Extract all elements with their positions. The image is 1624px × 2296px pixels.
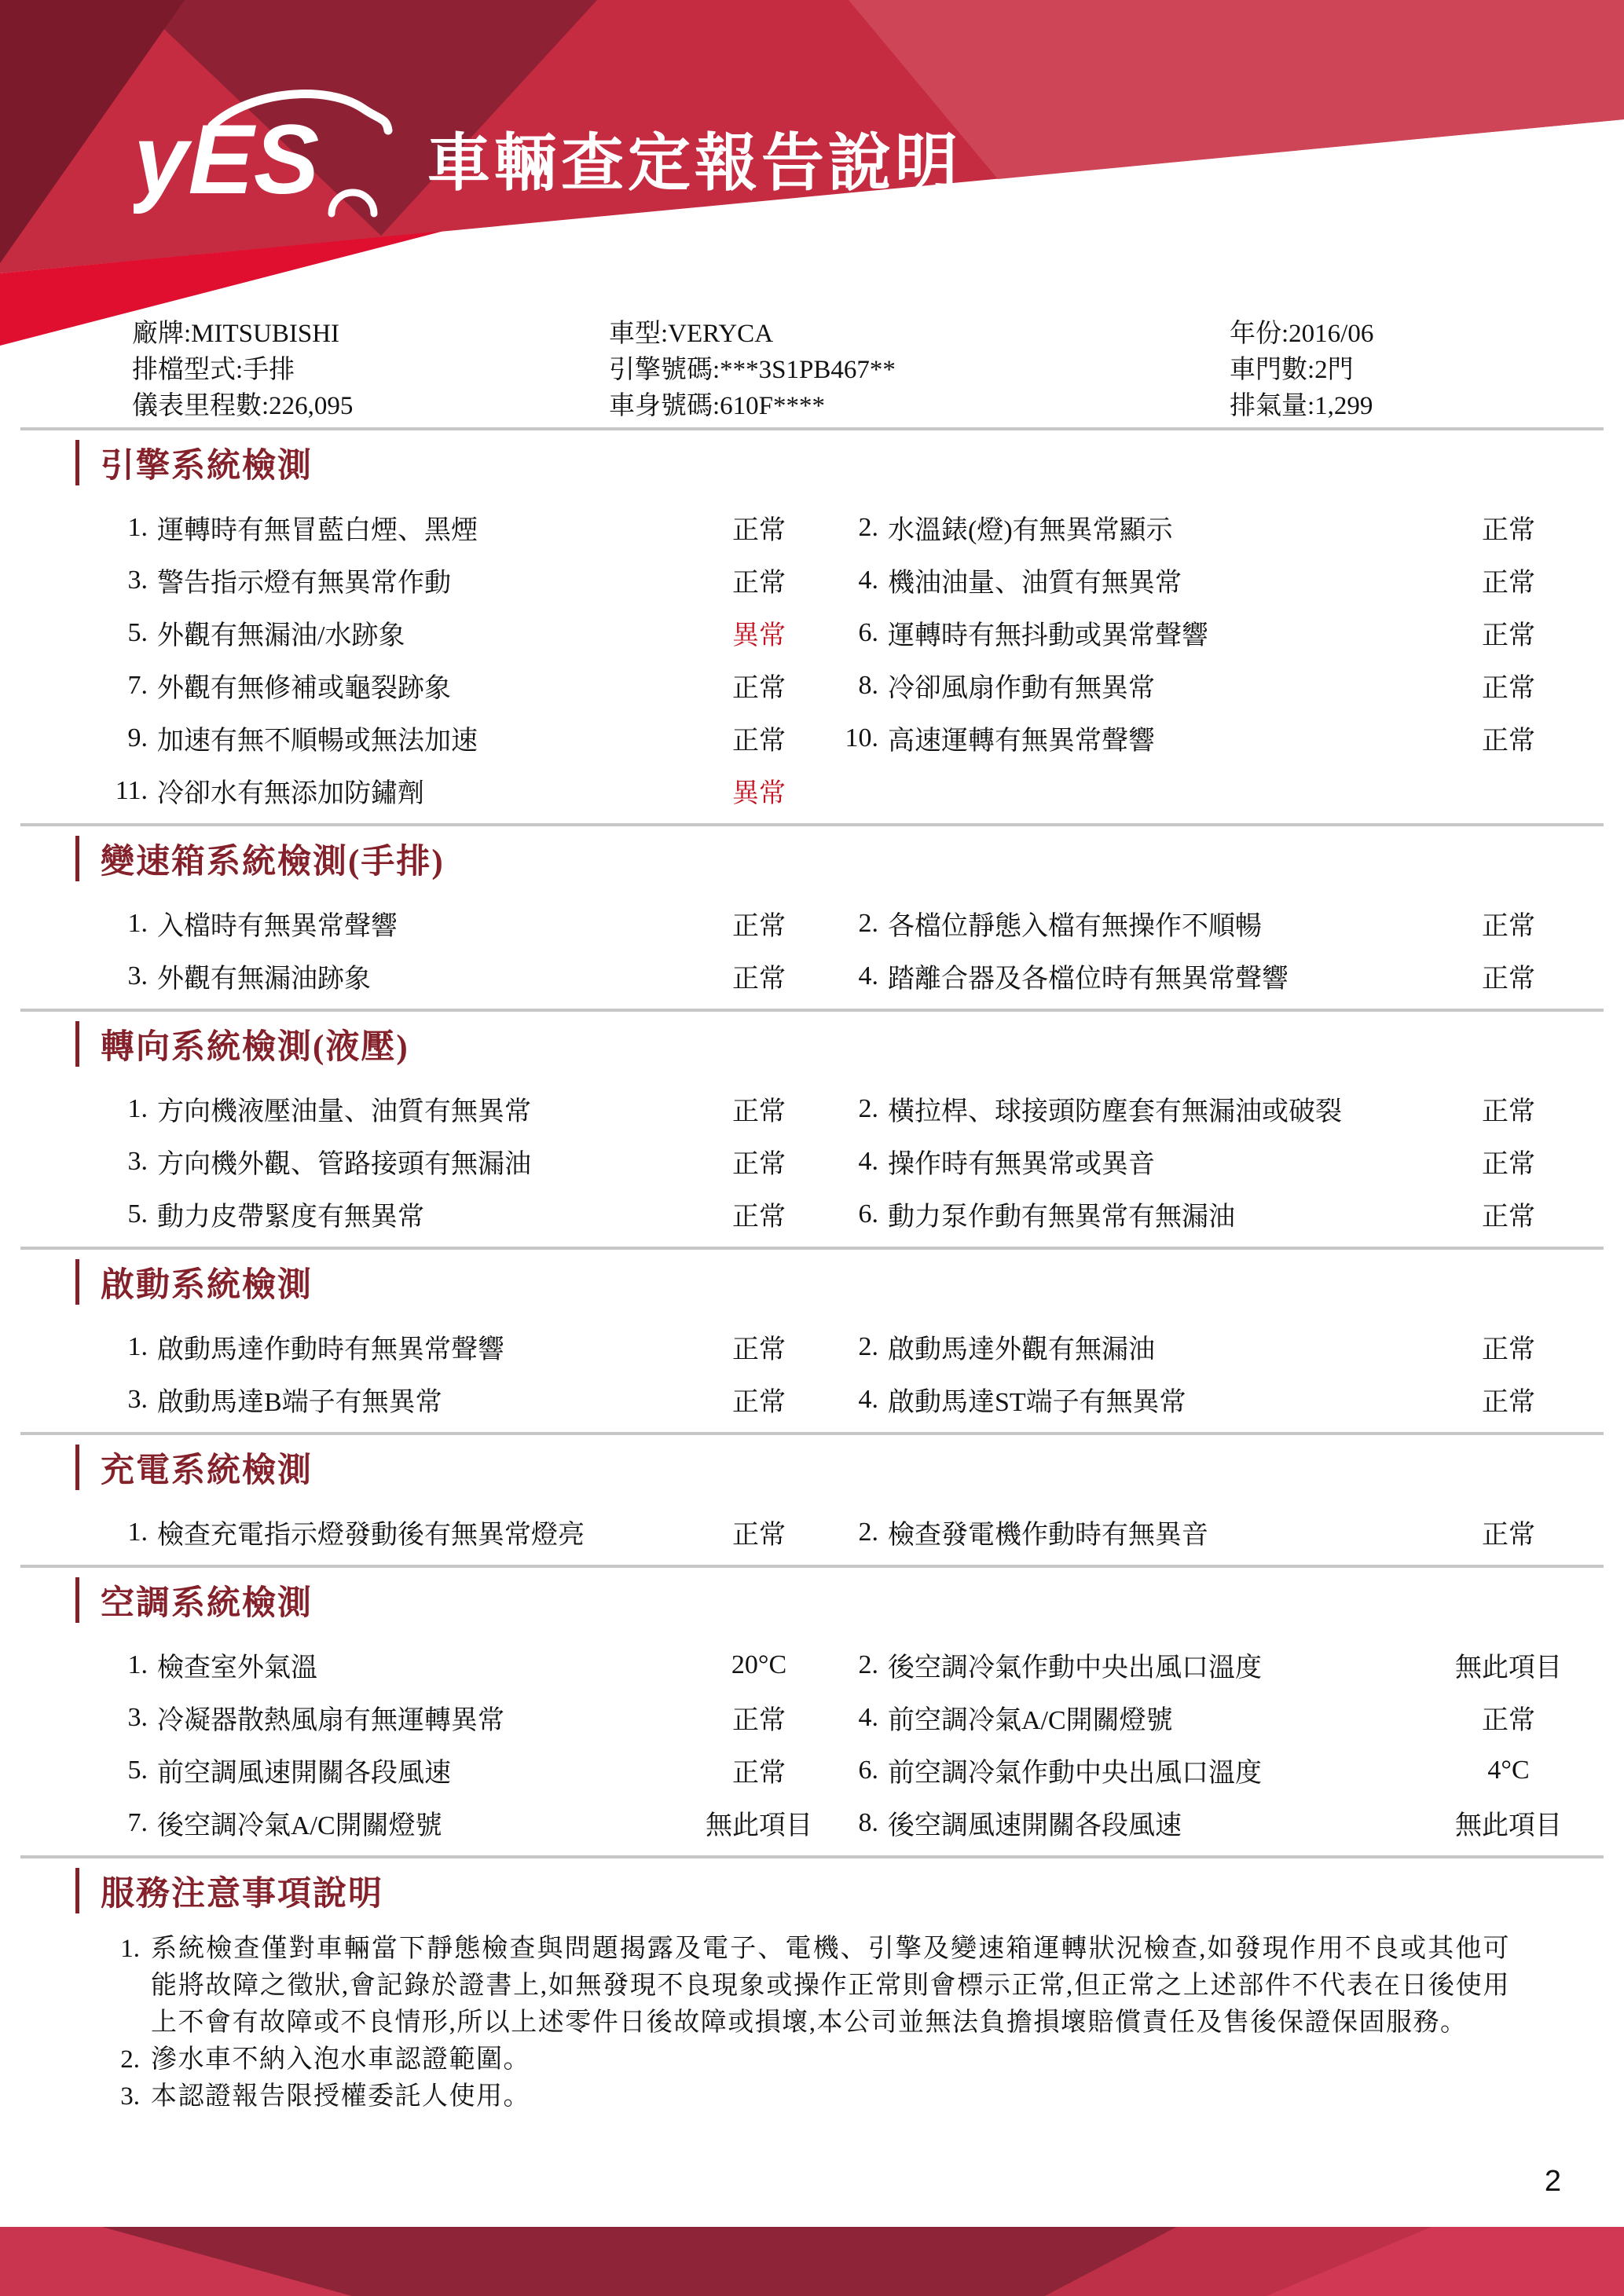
item-status: 正常 <box>1482 569 1535 598</box>
vehicle-info-cell: 排檔型式:手排 <box>132 355 295 384</box>
vehicle-info-cell: 車身號碼:610F**** <box>609 391 826 420</box>
item-label: 橫拉桿、球接頭防塵套有無漏油或破裂 <box>888 1097 1342 1126</box>
item-status: 正常 <box>1482 674 1535 703</box>
item-number: 1. <box>127 1517 148 1547</box>
inspection-item <box>830 950 1624 1002</box>
inspection-item <box>0 1506 830 1558</box>
item-label: 機油油量、油質有無異常 <box>888 569 1182 598</box>
title-accent-bar <box>75 1259 79 1305</box>
item-label: 啟動馬達B端子有無異常 <box>157 1388 442 1417</box>
notes-title-label: 服務注意事項說明 <box>101 1875 383 1913</box>
yes-logo-art <box>134 82 393 223</box>
item-label: 冷卻風扇作動有無異常 <box>888 674 1155 703</box>
vehicle-info-cell: 儀表里程數:226,095 <box>132 391 354 420</box>
item-number: 11. <box>115 775 148 805</box>
item-status: 正常 <box>1482 1706 1535 1735</box>
inspection-item <box>830 659 1624 712</box>
note-text: 系統檢查僅對車輛當下靜態檢查與問題揭露及電子、電機、引擎及變速箱運轉狀況檢查,如發現作用不良或其他可能將故障之徵狀,會記錄於證書上,如無發現不良現象或操作正常則會標示正常,但正常之上述部件不代表在日後使用上不會有故障或不良情形,所以上述零件日後故障或損壞,本公司並無法負擔損壞賠償責任及售後保證保固服務。 <box>151 1935 1510 2037</box>
section-title-label: 引擎系統檢測 <box>101 447 313 485</box>
section-items <box>0 1639 1624 1849</box>
section-divider <box>20 1855 1604 1858</box>
item-number: 6. <box>858 1199 878 1229</box>
item-label: 啟動馬達作動時有無異常聲響 <box>157 1335 504 1364</box>
item-label: 各檔位靜態入檔有無操作不順暢 <box>888 912 1262 941</box>
inspection-item <box>0 501 830 554</box>
notes-section-title <box>75 1869 1624 1912</box>
item-status: 20°C <box>731 1650 787 1679</box>
item-number: 7. <box>127 670 148 700</box>
section-title <box>75 837 1624 880</box>
car-wheel-arc-icon <box>332 192 374 214</box>
vehicle-info-cell: 車型:VERYCA <box>609 319 774 348</box>
title-accent-bar <box>75 1868 79 1913</box>
item-number: 1. <box>127 1331 148 1361</box>
vehicle-info-cell: 車門數:2門 <box>1230 355 1354 384</box>
section-title <box>75 1579 1624 1621</box>
note-number: 3. <box>120 2082 140 2111</box>
inspection-item <box>0 1135 830 1188</box>
title-accent-bar <box>75 836 79 881</box>
item-label: 檢查發電機作動時有無異音 <box>888 1521 1208 1550</box>
item-status: 正常 <box>732 1759 786 1788</box>
item-status: 無此項目 <box>1455 1653 1562 1683</box>
inspection-item <box>0 764 830 817</box>
item-label: 啟動馬達ST端子有無異常 <box>888 1388 1186 1417</box>
inspection-item <box>830 1320 1624 1373</box>
section-title <box>75 441 1624 484</box>
item-status: 正常 <box>1482 621 1535 650</box>
item-number: 3. <box>127 1702 148 1732</box>
item-status: 正常 <box>732 516 786 545</box>
section-title-label: 充電系統檢測 <box>101 1452 313 1489</box>
section-items <box>0 501 1624 817</box>
inspection-item <box>830 1691 1624 1744</box>
vehicle-info-row <box>132 349 1624 385</box>
item-status: 正常 <box>732 674 786 703</box>
inspection-item <box>830 1373 1624 1426</box>
note-number: 1. <box>120 1935 140 1963</box>
item-label: 警告指示燈有無異常作動 <box>157 569 451 598</box>
inspection-item <box>830 1506 1624 1558</box>
item-number: 3. <box>127 961 148 991</box>
section-items <box>0 1320 1624 1426</box>
inspection-item <box>0 1373 830 1426</box>
note-number: 2. <box>120 2045 140 2074</box>
item-number: 2. <box>858 1650 878 1679</box>
item-label: 前空調冷氣作動中央出風口溫度 <box>888 1759 1262 1788</box>
inspection-item <box>0 1744 830 1796</box>
item-status: 正常 <box>1482 516 1535 545</box>
section-divider <box>20 1009 1604 1012</box>
item-status: 正常 <box>1482 965 1535 994</box>
item-status: 正常 <box>732 1097 786 1126</box>
title-accent-bar <box>75 1577 79 1623</box>
section-title <box>75 1446 1624 1489</box>
yes-logo <box>134 82 393 223</box>
item-number: 6. <box>858 617 878 647</box>
item-status: 異常 <box>732 779 786 808</box>
item-number: 2. <box>858 1517 878 1547</box>
item-number: 6. <box>858 1755 878 1785</box>
service-notes <box>108 1931 1624 2115</box>
item-status: 正常 <box>732 569 786 598</box>
item-number: 2. <box>858 1331 878 1361</box>
inspection-item <box>830 1639 1624 1691</box>
item-status: 正常 <box>1482 727 1535 756</box>
report-content <box>0 313 1624 2115</box>
logo-text: yES <box>134 105 320 214</box>
inspection-item <box>0 897 830 950</box>
section-title-label: 啟動系統檢測 <box>101 1266 313 1304</box>
item-label: 前空調風速開關各段風速 <box>157 1759 451 1788</box>
item-number: 1. <box>127 512 148 542</box>
item-label: 後空調風速開關各段風速 <box>888 1811 1182 1840</box>
inspection-item <box>830 1796 1624 1849</box>
inspection-item <box>830 501 1624 554</box>
section-divider <box>20 823 1604 826</box>
vehicle-info-cell: 排氣量:1,299 <box>1230 391 1373 420</box>
item-number: 10. <box>845 723 878 753</box>
inspection-item <box>0 950 830 1002</box>
item-label: 高速運轉有無異常聲響 <box>888 727 1155 756</box>
note-text: 滲水車不納入泡水車認證範圍。 <box>151 2045 530 2074</box>
vehicle-info-row <box>132 313 1624 349</box>
page-number: 2 <box>1544 2165 1561 2198</box>
inspection-item <box>830 897 1624 950</box>
item-number: 5. <box>127 1199 148 1229</box>
note-item <box>108 2078 1624 2115</box>
title-accent-bar <box>75 440 79 485</box>
item-status: 無此項目 <box>706 1811 812 1840</box>
item-status: 正常 <box>1482 1388 1535 1417</box>
item-number: 3. <box>127 565 148 595</box>
inspection-item <box>0 554 830 606</box>
inspection-item <box>830 1082 1624 1135</box>
item-number: 2. <box>858 512 878 542</box>
item-label: 後空調冷氣A/C開關燈號 <box>157 1811 442 1840</box>
item-label: 運轉時有無抖動或異常聲響 <box>888 621 1208 650</box>
item-status: 正常 <box>732 1388 786 1417</box>
footer-banner-art <box>0 2227 1624 2296</box>
item-label: 檢查室外氣溫 <box>157 1653 317 1683</box>
item-status: 4°C <box>1487 1755 1530 1785</box>
vehicle-info-cell: 廠牌:MITSUBISHI <box>132 319 340 348</box>
section-divider <box>20 1432 1604 1435</box>
inspection-item <box>0 1320 830 1373</box>
item-label: 入檔時有無異常聲響 <box>157 912 398 941</box>
section-divider <box>20 1247 1604 1250</box>
section-title-label: 變速箱系統檢測(手排) <box>101 843 445 881</box>
item-label: 方向機液壓油量、油質有無異常 <box>157 1097 531 1126</box>
item-status: 正常 <box>1482 1150 1535 1179</box>
inspection-item <box>0 1691 830 1744</box>
item-label: 踏離合器及各檔位時有無異常聲響 <box>888 965 1289 994</box>
item-number: 5. <box>127 617 148 647</box>
item-label: 運轉時有無冒藍白煙、黑煙 <box>157 516 478 545</box>
item-number: 3. <box>127 1384 148 1414</box>
page-title: 車輛查定報告說明 <box>427 128 962 198</box>
title-accent-bar <box>75 1021 79 1067</box>
item-number: 4. <box>858 1702 878 1732</box>
item-label: 加速有無不順暢或無法加速 <box>157 727 478 756</box>
item-number: 8. <box>858 1807 878 1837</box>
header <box>134 82 962 223</box>
item-number: 3. <box>127 1146 148 1176</box>
item-status: 正常 <box>732 1203 786 1232</box>
inspection-item <box>830 1188 1624 1240</box>
title-accent-bar <box>75 1445 79 1490</box>
vehicle-info <box>132 313 1624 421</box>
item-number: 8. <box>858 670 878 700</box>
item-label: 外觀有無漏油/水跡象 <box>157 621 405 650</box>
item-label: 動力泵作動有無異常有無漏油 <box>888 1203 1235 1232</box>
item-number: 2. <box>858 908 878 938</box>
note-text: 本認證報告限授權委託人使用。 <box>151 2082 530 2111</box>
item-number: 1. <box>127 1093 148 1123</box>
item-number: 4. <box>858 961 878 991</box>
item-status: 正常 <box>732 1521 786 1550</box>
item-status: 正常 <box>1482 1335 1535 1364</box>
item-label: 水溫錶(燈)有無異常顯示 <box>888 516 1173 545</box>
item-label: 冷凝器散熱風扇有無運轉異常 <box>157 1706 504 1735</box>
item-label: 後空調冷氣作動中央出風口溫度 <box>888 1653 1262 1683</box>
item-number: 7. <box>127 1807 148 1837</box>
item-number: 4. <box>858 565 878 595</box>
item-status: 正常 <box>732 727 786 756</box>
item-label: 操作時有無異常或異音 <box>888 1150 1155 1179</box>
section-items <box>0 1082 1624 1240</box>
item-label: 冷卻水有無添加防鏽劑 <box>157 779 424 808</box>
item-status: 正常 <box>732 912 786 941</box>
section-items <box>0 897 1624 1002</box>
item-number: 1. <box>127 1650 148 1679</box>
vehicle-info-cell: 引擎號碼:***3S1PB467** <box>609 355 896 384</box>
inspection-item <box>0 1796 830 1849</box>
inspection-item <box>0 1639 830 1691</box>
inspection-item <box>830 1744 1624 1796</box>
item-number: 9. <box>127 723 148 753</box>
item-status: 正常 <box>1482 1097 1535 1126</box>
item-number: 4. <box>858 1384 878 1414</box>
note-item <box>108 2041 1624 2078</box>
inspection-item <box>830 1135 1624 1188</box>
item-status: 異常 <box>732 621 786 650</box>
vehicle-info-cell: 年份:2016/06 <box>1230 319 1374 348</box>
item-number: 1. <box>127 908 148 938</box>
item-number: 4. <box>858 1146 878 1176</box>
item-label: 外觀有無修補或龜裂跡象 <box>157 674 451 703</box>
section-title <box>75 1261 1624 1303</box>
item-number: 5. <box>127 1755 148 1785</box>
inspection-item <box>0 659 830 712</box>
item-status: 正常 <box>1482 1203 1535 1232</box>
inspection-sections <box>0 427 1624 1849</box>
item-label: 檢查充電指示燈發動後有無異常燈亮 <box>157 1521 585 1550</box>
item-label: 啟動馬達外觀有無漏油 <box>888 1335 1155 1364</box>
note-item <box>108 1931 1624 2041</box>
vehicle-info-row <box>132 385 1624 421</box>
inspection-item <box>0 712 830 764</box>
item-status: 正常 <box>732 965 786 994</box>
item-number: 2. <box>858 1093 878 1123</box>
item-label: 外觀有無漏油跡象 <box>157 965 371 994</box>
item-status: 正常 <box>732 1150 786 1179</box>
section-divider <box>20 1565 1604 1568</box>
item-label: 前空調冷氣A/C開關燈號 <box>888 1706 1173 1735</box>
inspection-item <box>830 712 1624 764</box>
item-label: 方向機外觀、管路接頭有無漏油 <box>157 1150 531 1179</box>
section-title-label: 轉向系統檢測(液壓) <box>101 1028 409 1066</box>
section-items <box>0 1506 1624 1558</box>
item-status: 正常 <box>1482 1521 1535 1550</box>
section-divider <box>20 427 1604 430</box>
item-status: 正常 <box>732 1706 786 1735</box>
item-status: 無此項目 <box>1455 1811 1562 1840</box>
inspection-item <box>830 606 1624 659</box>
section-title <box>75 1023 1624 1065</box>
item-status: 正常 <box>1482 912 1535 941</box>
inspection-item <box>0 606 830 659</box>
item-label: 動力皮帶緊度有無異常 <box>157 1203 424 1232</box>
section-title-label: 空調系統檢測 <box>101 1584 313 1622</box>
item-status: 正常 <box>732 1335 786 1364</box>
inspection-item <box>830 554 1624 606</box>
inspection-item <box>0 1188 830 1240</box>
inspection-item <box>0 1082 830 1135</box>
